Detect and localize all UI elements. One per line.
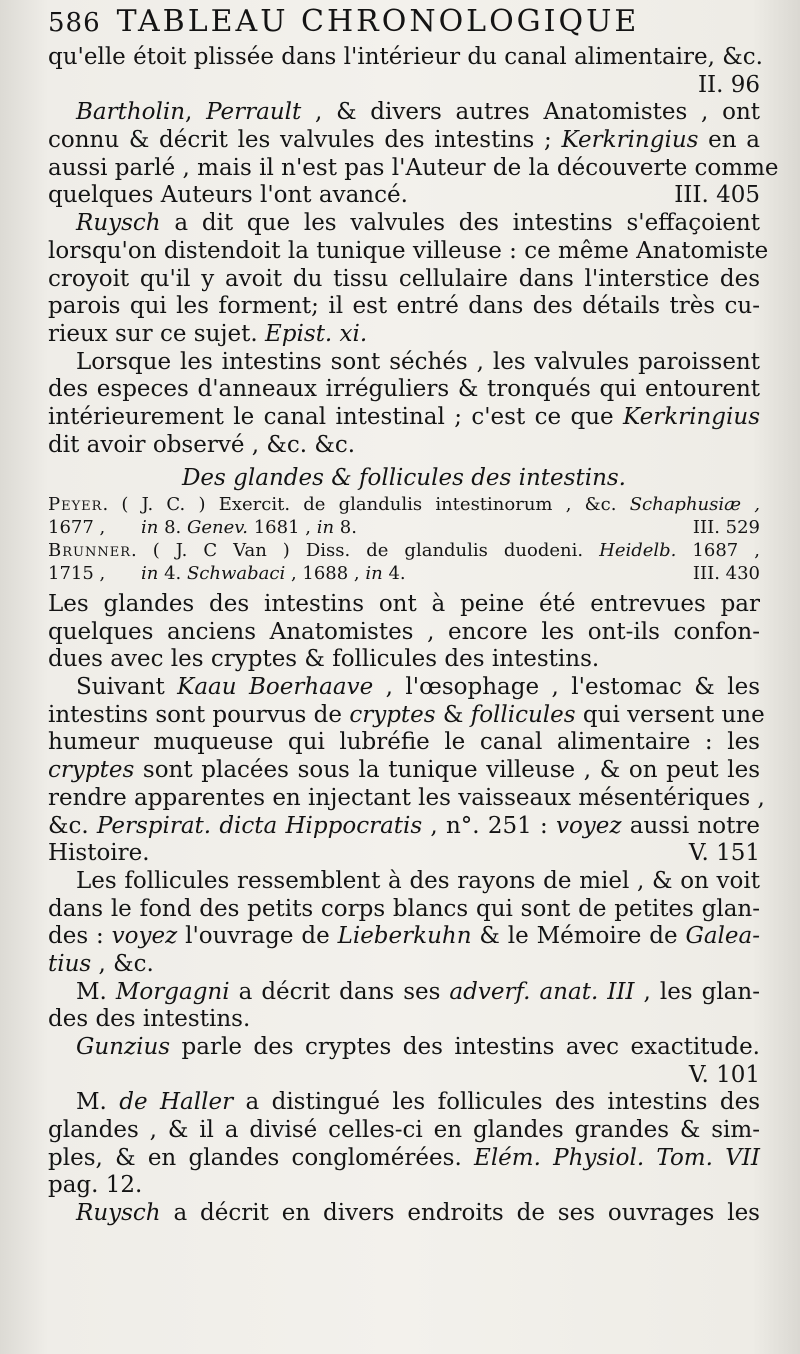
volume-reference: V. 151 — [688, 840, 760, 867]
text-line: dit avoir observé , &c. &c. — [48, 431, 356, 458]
text-line: &c. Perspirat. dicta Hippocratis , n°. 251 : voyez aussi notre — [48, 812, 760, 839]
text-line: rendre apparentes en injectant les vaisseaux mésentériques , — [48, 784, 765, 811]
running-title: TABLEAU CHRONOLOGIQUE — [116, 4, 640, 39]
page-number: 586 — [48, 8, 101, 38]
text-line: parois qui les forment; il est entré dans des détails très cu- — [48, 293, 760, 320]
text-line: Les glandes des intestins ont à peine été entrevues par — [48, 591, 760, 617]
text-line: connu & décrit les valvules des intestins ; Kerkringius en a — [48, 127, 760, 154]
bibliography-entry: Peyer. ( J. C. ) Exercit. de glandulis intestinorum , &c. Schaphusiæ , — [48, 494, 760, 515]
text-line: ples, & en glandes conglomérées. Elém. Physiol. Tom. VII — [48, 1144, 760, 1171]
text-line: Gunzius parle des cryptes des intestins avec exactitude. — [76, 1034, 760, 1060]
text-line: pag. 12. — [48, 1172, 143, 1199]
volume-reference: III. 529 — [692, 517, 760, 538]
text-line: quelques Auteurs l'ont avancé. III. 405 — [48, 182, 760, 209]
text-line: des : voyez l'ouvrage de Lieberkuhn & le Mémoire de Galea- — [48, 923, 760, 950]
text-line: Ruysch a décrit en divers endroits de ses ouvrages les — [76, 1200, 760, 1227]
volume-reference: II. 96 — [697, 71, 760, 98]
text-line: lorsqu'on distendoit la tunique villeuse : ce même Anatomiste — [48, 237, 769, 264]
text-line: Ruysch a dit que les valvules des intestins s'effaçoient — [76, 210, 760, 237]
bibliography-entry: 1677 , in 8. Genev. 1681 , in 8. III. 529 — [48, 517, 760, 538]
text-line: Suivant Kaau Boerhaave , l'œsophage , l'estomac & les — [76, 674, 760, 701]
text-line: tius , &c. — [48, 950, 154, 977]
text-line: dues avec les cryptes & follicules des intestins. — [48, 646, 600, 673]
page-header — [48, 4, 760, 44]
text-line: Lorsque les intestins sont séchés , les valvules paroissent — [76, 348, 760, 375]
page-body — [48, 44, 779, 1228]
bibliography-entry: 1715 , in 4. Schwabaci , 1688 , in 4. III. 430 — [48, 563, 760, 584]
text-line: croyoit qu'il y avoit du tissu cellulaire dans l'interstice des — [48, 265, 760, 292]
text-line: des des intestins. — [48, 1006, 251, 1033]
text-line: des especes d'anneaux irréguliers & tronqués qui entourent — [48, 376, 760, 403]
text-line: M. de Haller a distingué les follicules des intestins des — [76, 1089, 760, 1116]
text-line: dans le fond des petits corps blancs qui sont de petites glan- — [48, 895, 760, 922]
text-line: intérieurement le canal intestinal ; c'est ce que Kerkringius — [48, 403, 760, 430]
volume-reference: V. 101 — [688, 1061, 760, 1088]
text-line: aussi parlé , mais il n'est pas l'Auteur de la découverte comme — [48, 154, 779, 181]
text-line: qu'elle étoit plissée dans l'intérieur du canal alimentaire, &c. — [48, 44, 763, 70]
text-line: Bartholin, Perrault , & divers autres Anatomistes , ont — [76, 99, 761, 126]
bibliography-entry: Brunner. ( J. C Van ) Diss. de glandulis duodeni. Heidelb. 1687 , — [48, 540, 760, 561]
text-line: quelques anciens Anatomistes , encore les ont-ils confon- — [48, 618, 760, 645]
text-line: Histoire. V. 151 — [48, 840, 760, 867]
section-heading: Des glandes & follicules des intestins. — [181, 465, 626, 492]
text-line: intestins sont pourvus de cryptes & follicules qui versent une — [48, 701, 765, 728]
text-line: humeur muqueuse qui lubréfie le canal alimentaire : les — [48, 729, 760, 756]
text-line: glandes , & il a divisé celles-ci en glandes grandes & sim- — [48, 1117, 760, 1144]
volume-reference: III. 405 — [674, 182, 760, 209]
text-line: Les follicules ressemblent à des rayons de miel , & on voit — [76, 867, 760, 894]
volume-reference: III. 430 — [692, 563, 760, 584]
text-line: rieux sur ce sujet. Epist. xi. — [48, 320, 368, 347]
text-line: cryptes sont placées sous la tunique villeuse , & on peut les — [48, 757, 760, 784]
text-line: M. Morgagni a décrit dans ses adverf. anat. III , les glan- — [76, 978, 760, 1005]
